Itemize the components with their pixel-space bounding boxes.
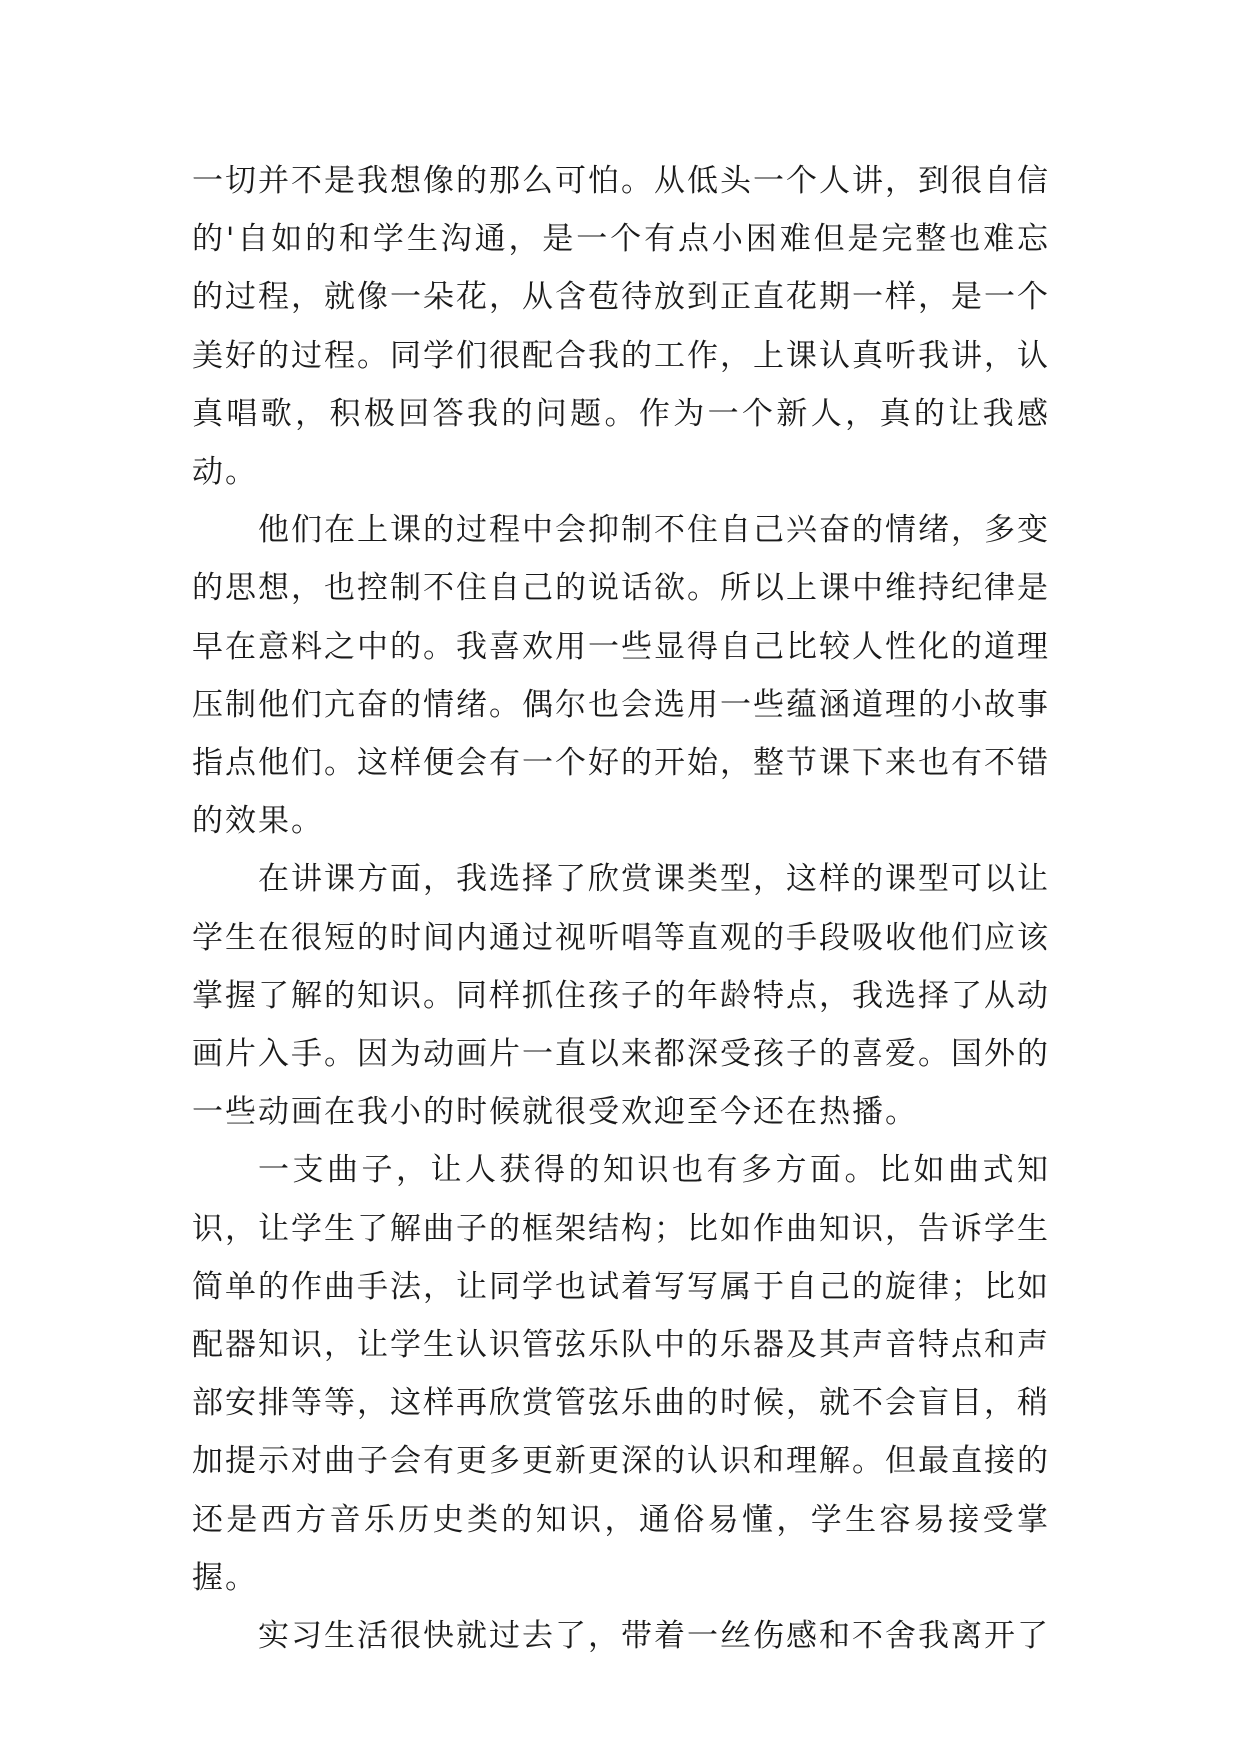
document-body — [192, 152, 1050, 1665]
paragraph-1: 一切并不是我想像的那么可怕。从低头一个人讲，到很自信的'自如的和学生沟通，是一个有点小困难但是完整也难忘的过程，就像一朵花，从含苞待放到正直花期一样，是一个美好的过程。同学们很配合我的工作，上课认真听我讲，认真唱歌，积极回答我的问题。作为一个新人，真的让我感动。 — [192, 163, 1050, 491]
paragraph-4: 一支曲子，让人获得的知识也有多方面。比如曲式知识，让学生了解曲子的框架结构；比如作曲知识，告诉学生简单的作曲手法，让同学也试着写写属于自己的旋律；比如配器知识，让学生认识管弦乐队中的乐器及其声音特点和声部安排等等，这样再欣赏管弦乐曲的时候，就不会盲目，稍加提示对曲子会有更多更新更深的认识和理解。但最直接的还是西方音乐历史类的知识，通俗易懂，学生容易接受掌握。 — [192, 1152, 1050, 1596]
paragraph-5: 实习生活很快就过去了，带着一丝伤感和不舍我离开了 — [258, 1618, 1050, 1655]
paragraph-2: 他们在上课的过程中会抑制不住自己兴奋的情绪，多变的思想，也控制不住自己的说话欲。所以上课中维持纪律是早在意料之中的。我喜欢用一些显得自己比较人性化的道理压制他们亢奋的情绪。偶尔也会选用一些蕴涵道理的小故事指点他们。这样便会有一个好的开始，整节课下来也有不错的效果。 — [192, 512, 1050, 840]
paragraph-3: 在讲课方面，我选择了欣赏课类型，这样的课型可以让学生在很短的时间内通过视听唱等直观的手段吸收他们应该掌握了解的知识。同样抓住孩子的年龄特点，我选择了从动画片入手。因为动画片一直以来都深受孩子的喜爱。国外的一些动画在我小的时候就很受欢迎至今还在热播。 — [192, 861, 1050, 1131]
